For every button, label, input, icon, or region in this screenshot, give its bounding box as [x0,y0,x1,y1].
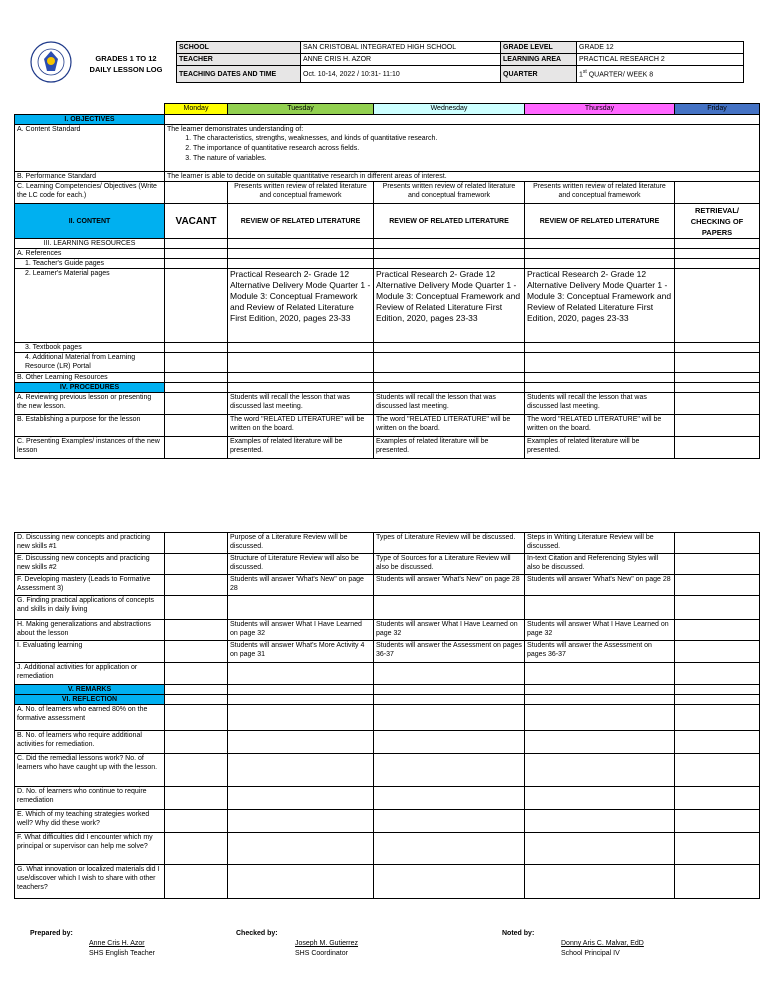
content-friday: RETRIEVAL/ CHECKING OF PAPERS [675,204,760,239]
procedure-a-tuesday: Students will recall the lesson that was discussed last meeting. [228,393,374,415]
procedure-e-label: E. Discussing new concepts and practicing new skills #2 [15,554,165,575]
procedure-c-thursday: Examples of related literature will be presented. [525,437,675,459]
reflection-f-label: F. What difficulties did I encounter which my principal or supervisor can help me solve? [15,833,165,865]
learners-material-wednesday: Practical Research 2- Grade 12 Alternative Delivery Mode Quarter 1 - Module 3: Conceptual Framework and Review of Related Literature First Edition, 2020, pages 23-33 [374,269,525,343]
reflection-e-label: E. Which of my teaching strategies worked well? Why did these work? [15,810,165,833]
learners-material-label: 2. Learner's Material pages [15,269,165,343]
procedure-h-thursday: Students will answer What I Have Learned on page 32 [525,620,675,641]
learning-area-value: PRACTICAL RESEARCH 2 [577,54,744,66]
procedure-b-label: B. Establishing a purpose for the lesson [15,415,165,437]
prepared-name: Anne Cris H. Azor [89,940,145,947]
textbook-label: 3. Textbook pages [15,343,165,353]
log-title: GRADES 1 TO 12 DAILY LESSON LOG [89,54,163,74]
content-heading: II. CONTENT [15,204,165,239]
performance-standard-label: B. Performance Standard [15,172,165,182]
procedure-f-label: F. Developing mastery (Leads to Formative Assessment 3) [15,575,165,596]
procedure-f-wednesday: Students will answer 'What's New" on page 28 [374,575,525,596]
procedure-g-label: G. Finding practical applications of concepts and skills in daily living [15,596,165,620]
content-standard-item: 2. The importance of quantitative research across fields. [193,144,757,154]
content-thursday: REVIEW OF RELATED LITERATURE [525,204,675,239]
school-label: SCHOOL [177,42,301,54]
procedure-f-thursday: Students will answer 'What's New" on page 28 [525,575,675,596]
procedure-c-wednesday: Examples of related literature will be presented. [374,437,525,459]
learners-material-thursday: Practical Research 2- Grade 12 Alternative Delivery Mode Quarter 1 - Module 3: Conceptual Framework and Review of Related Literature First Edition, 2020, pages 23-33 [525,269,675,343]
prepared-title: SHS English Teacher [89,950,156,957]
procedure-d-wednesday: Types of Literature Review will be discussed. [374,533,525,554]
procedure-i-label: I. Evaluating learning [15,641,165,663]
competencies-wednesday: Presents written review of related literature and conceptual framework [374,182,525,204]
procedure-e-tuesday: Structure of Literature Review will also be discussed. [228,554,374,575]
reflection-b-label: B. No. of learners who require additional activities for remediation. [15,731,165,754]
dates-label: TEACHING DATES AND TIME [177,66,301,83]
competencies-tuesday: Presents written review of related literature and conceptual framework [228,182,374,204]
day-wednesday: Wednesday [374,104,525,115]
content-standard-item: 1. The characteristics, strengths, weaknesses, and kinds of quantitative research. [193,134,757,144]
teacher-label: TEACHER [177,54,301,66]
objectives-heading: I. OBJECTIVES [15,115,165,125]
quarter-label: QUARTER [501,66,577,83]
school-value: SAN CRISTOBAL INTEGRATED HIGH SCHOOL [301,42,501,54]
content-standard-value: The learner demonstrates understanding of: 1. The characteristics, strengths, weaknesses, and kinds of quantitative research. 2. The importance of quantitative research across fields. 3. The nature of variables. [165,125,760,172]
competencies-thursday: Presents written review of related literature and conceptual framework [525,182,675,204]
quarter-value: 1st QUARTER/ WEEK 8 [577,66,744,83]
procedure-a-thursday: Students will recall the lesson that was discussed last meeting. [525,393,675,415]
procedure-d-label: D. Discussing new concepts and practicing new skills #1 [15,533,165,554]
procedure-d-thursday: Steps in Writing Literature Review will be discussed. [525,533,675,554]
reflection-c-label: C. Did the remedial lessons work? No. of learners who have caught up with the lesson. [15,754,165,787]
resources-heading: III. LEARNING RESOURCES [15,239,165,249]
teacher-value: ANNE CRIS H. AZOR [301,54,501,66]
procedure-c-tuesday: Examples of related literature will be presented. [228,437,374,459]
procedure-b-tuesday: The word "RELATED LITERATURE" will be written on the board. [228,415,374,437]
content-monday: VACANT [165,204,228,239]
noted-label: Noted by: [502,930,535,937]
procedure-h-wednesday: Students will answer What I Have Learned on page 32 [374,620,525,641]
procedure-e-thursday: In-text Citation and Referencing Styles will also be discussed. [525,554,675,575]
procedure-b-thursday: The word "RELATED LITERATURE" will be written on the board. [525,415,675,437]
procedure-j-label: J. Additional activities for application or remediation [15,663,165,685]
day-tuesday: Tuesday [228,104,374,115]
procedures-heading: IV. PROCEDURES [15,383,165,393]
competencies-label: C. Learning Competencies/ Objectives (Write the LC code for each.) [15,182,165,204]
procedure-f-tuesday: Students will answer 'What's New" on page 28 [228,575,374,596]
grade-level-label: GRADE LEVEL [501,42,577,54]
performance-standard-value: The learner is able to decide on suitable quantitative research in different areas of interest. [165,172,760,182]
learning-area-label: LEARNING AREA [501,54,577,66]
other-resources-label: B. Other Learning Resources [15,373,165,383]
noted-name: Donny Aris C. Malvar, EdD [561,940,644,947]
day-friday: Friday [675,104,760,115]
additional-material-label: 4. Additional Material from Learning Resource (LR) Portal [15,353,165,373]
procedure-c-label: C. Presenting Examples/ instances of the new lesson [15,437,165,459]
procedure-b-wednesday: The word "RELATED LITERATURE" will be written on the board. [374,415,525,437]
procedure-a-wednesday: Students will recall the lesson that was discussed last meeting. [374,393,525,415]
learners-material-tuesday: Practical Research 2- Grade 12 Alternative Delivery Mode Quarter 1 - Module 3: Conceptual Framework and Review of Related Literature First Edition, 2020, pages 23-33 [228,269,374,343]
day-thursday: Thursday [525,104,675,115]
procedure-h-tuesday: Students will answer What I Have Learned on page 32 [228,620,374,641]
deped-seal [30,41,72,83]
content-wednesday: REVIEW OF RELATED LITERATURE [374,204,525,239]
grade-level-value: GRADE 12 [577,42,744,54]
procedure-h-label: H. Making generalizations and abstractions about the lesson [15,620,165,641]
teachers-guide-label: 1. Teacher's Guide pages [15,259,165,269]
procedure-i-tuesday: Students will answer What's More Activity 4 on page 31 [228,641,374,663]
reflection-d-label: D. No. of learners who continue to require remediation [15,787,165,810]
lesson-table-part1 [14,103,760,459]
procedure-i-thursday: Students will answer the Assessment on pages 36-37 [525,641,675,663]
checked-label: Checked by: [236,930,278,937]
header-table [176,41,744,83]
references-label: A. References [15,249,165,259]
content-standard-label: A. Content Standard [15,125,165,172]
checked-title: SHS Coordinator [295,950,348,957]
remarks-heading: V. REMARKS [15,685,165,695]
content-tuesday: REVIEW OF RELATED LITERATURE [228,204,374,239]
day-monday: Monday [165,104,228,115]
reflection-g-label: G. What innovation or localized materials did I use/discover which I wish to share with other teachers? [15,865,165,899]
noted-title: School Principal IV [561,950,620,957]
dates-value: Oct. 10-14, 2022 / 10:31- 11:10 [301,66,501,83]
procedure-a-label: A. Reviewing previous lesson or presenting the new lesson. [15,393,165,415]
content-standard-item: 3. The nature of variables. [193,154,757,164]
reflection-a-label: A. No. of learners who earned 80% on the formative assessment [15,705,165,731]
checked-name: Joseph M. Gutierrez [295,940,359,947]
procedure-i-wednesday: Students will answer the Assessment on pages 36-37 [374,641,525,663]
lesson-table-part2 [14,532,760,899]
procedure-d-tuesday: Purpose of a Literature Review will be discussed. [228,533,374,554]
procedure-e-wednesday: Type of Sources for a Literature Review will also be discussed. [374,554,525,575]
prepared-label: Prepared by: [30,930,73,937]
reflection-heading: VI. REFLECTION [15,695,165,705]
